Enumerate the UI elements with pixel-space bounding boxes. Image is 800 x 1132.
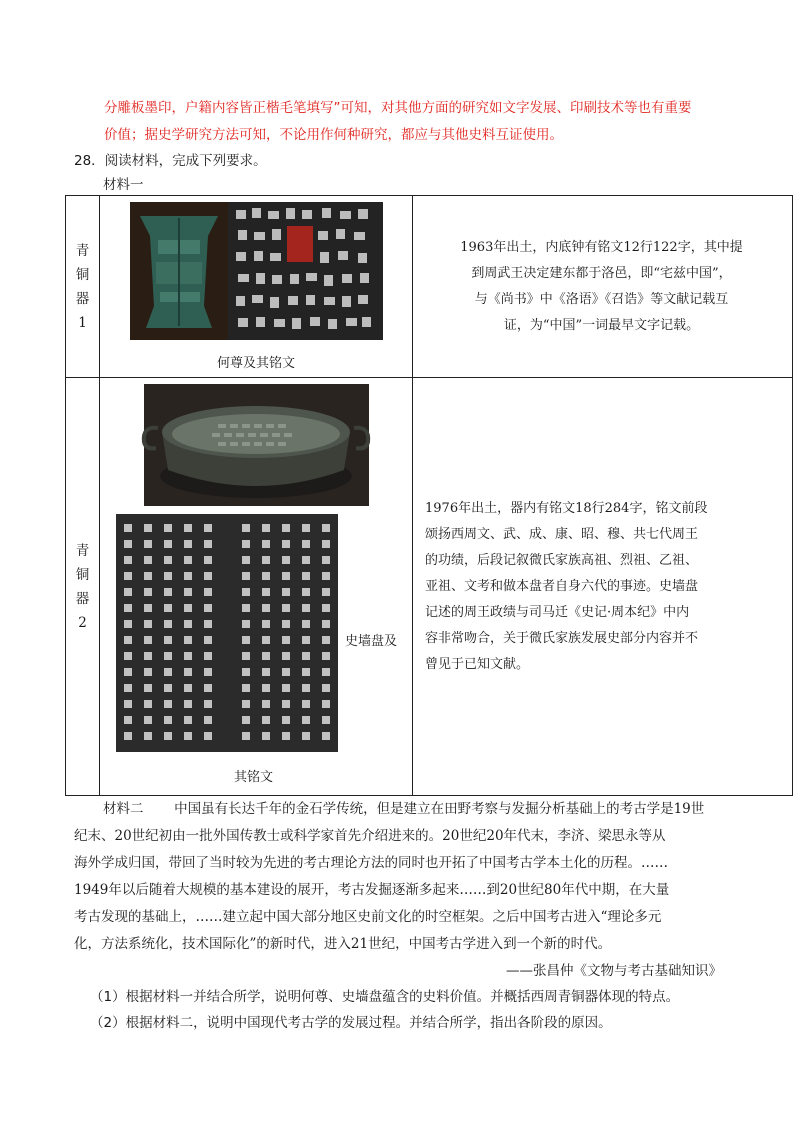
material1-label: 材料一 [103,177,144,193]
row-label: 青 铜 器 2 [66,378,100,796]
material2-label: 材料二 [103,801,144,817]
table-row [66,378,793,796]
table-row [66,196,793,378]
answer-text-line: 分雕板墨印，户籍内容皆正楷毛笔填写”可知，对其他方面的研究如文字发展、印刷技术等也有重要 [104,100,692,116]
material2-text-line: 纪末、20世纪初由一批外国传教士或科学家首先介绍进来的。20世纪20年代末，李济、梁思永等从 [74,828,666,844]
material2-text-line: 化，方法系统化，技术国际化”的新时代，进入21世纪，中国考古学进入到一个新的时代。 [74,936,612,952]
material2-text-line: 1949年以后随着大规模的基本建设的展开，考古发掘逐渐多起来……到20世纪80年代中期，在大量 [74,882,670,898]
description-cell: 1963年出土，内底钟有铭文12行122字，其中提 到周武王决定建东都于洛邑，即“宅兹中国”， 与《尚书》中《洛语》《召诰》等文献记载互 证，为“中国”一词最早文字记载。 [413,196,793,378]
material2-text-line: 中国虽有长达千年的金石学传统，但是建立在田野考察与发掘分析基础上的考古学是19世 [174,801,705,817]
figure-caption: 何尊及其铭文 [216,356,295,371]
material2-text-line: 考古发现的基础上，……建立起中国大部分地区史前文化的时空框架。之后中国考古进入“理论多元 [74,909,662,925]
answer-text-line: 价值；据史学研究方法可知，不论用作何种研究，都应与其他史料互证使用。 [104,127,563,143]
material2-text-line: 海外学成归国，带回了当时较为先进的考古理论方法的同时也开拓了中国考古学本土化的历程。…… [74,855,668,871]
description-cell: 1976年出土，器内有铭文18行284字，铭文前段 颂扬西周文、武、成、康、昭、穆、共七代周王 的功绩，后段记叙微氏家族高祖、烈祖、乙祖、 亚祖、文考和做本盘者自身六代的事迹。史墙盘 记述的周王政绩与司马迁《史记·周本纪》中内 容非常吻合，关于微氏家族发展史部分内容并不 曾见于已知文献。 [413,378,793,796]
image-cell [100,378,413,796]
side-caption: 史墙盘及 [345,634,398,649]
task-item: （1）根据材料一并结合所学，说明何尊、史墙盘蕴含的史料价值。并概括西周青铜器体现的特点。 [90,989,680,1005]
task-item: （2）根据材料二，说明中国现代考古学的发展过程。并结合所学，指出各阶段的原因。 [90,1015,612,1031]
material-table [65,195,793,796]
material2-first-line [103,797,704,817]
material2-source: ——张昌仲《文物与考古基础知识》 [506,963,722,979]
image-cell [100,196,413,378]
question-number: 28． [74,153,105,169]
question-header [74,149,267,169]
he-zun-photo [100,196,412,346]
question-prompt: 阅读材料，完成下列要求。 [104,153,267,169]
row-label: 青 铜 器 1 [66,196,100,378]
figure-caption: 其铭文 [234,770,274,785]
shi-qiang-pan-photo [100,378,412,758]
